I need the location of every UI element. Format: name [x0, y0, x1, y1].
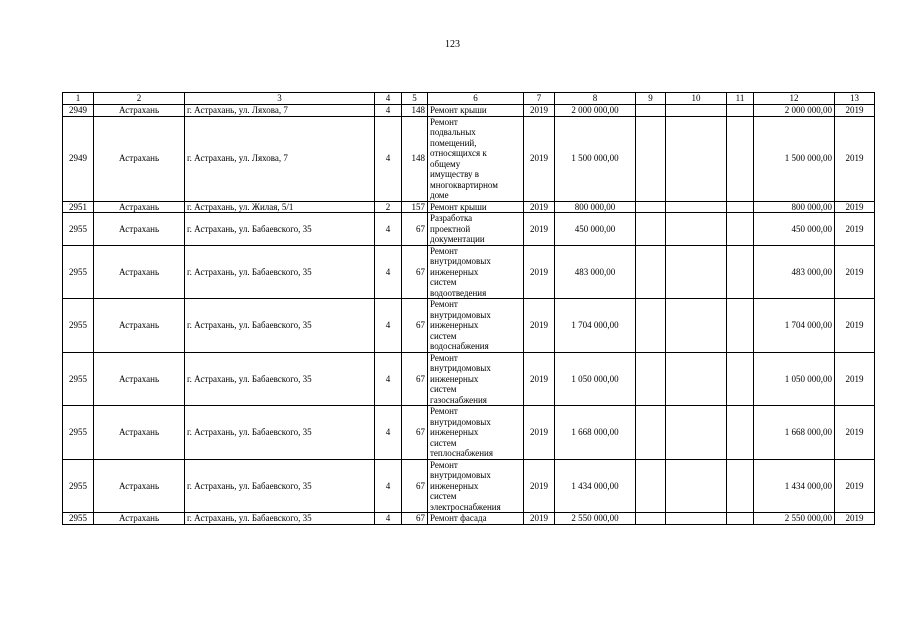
column-5-cell: 67 [402, 245, 428, 299]
row-number-cell: 2949 [63, 116, 94, 201]
work-type-cell [428, 105, 524, 117]
table-row [63, 201, 875, 213]
address-cell: г. Астрахань, ул. Жилая, 5/1 [185, 201, 375, 213]
column-4-cell: 4 [375, 105, 402, 117]
address-cell: г. Астрахань, ул. Бабаевского, 35 [185, 513, 375, 525]
year-cell: 2019 [524, 201, 555, 213]
column-header: 7 [524, 93, 555, 105]
work-type-line: имуществу в [430, 169, 480, 179]
completion-year-cell: 2019 [835, 201, 875, 213]
total-amount-cell: 2 550 000,00 [754, 513, 835, 525]
work-type-line: Ремонт крыши [430, 105, 487, 115]
column-10-cell [666, 459, 727, 513]
column-5-cell: 148 [402, 116, 428, 201]
column-10-cell [666, 245, 727, 299]
completion-year-cell: 2019 [835, 105, 875, 117]
column-11-cell [727, 105, 754, 117]
address-cell: г. Астрахань, ул. Бабаевского, 35 [185, 352, 375, 406]
work-type-line: теплоснабжения [430, 448, 493, 458]
work-type-line: доме [430, 190, 449, 200]
year-cell: 2019 [524, 245, 555, 299]
row-number-cell: 2955 [63, 513, 94, 525]
column-10-cell [666, 213, 727, 246]
work-type-line: водоснабжения [430, 341, 489, 351]
column-header: 3 [185, 93, 375, 105]
work-type-line: Ремонт [430, 299, 458, 309]
column-10-cell [666, 513, 727, 525]
total-amount-cell: 450 000,00 [754, 213, 835, 246]
column-4-cell: 2 [375, 201, 402, 213]
column-5-cell: 67 [402, 213, 428, 246]
column-5-cell: 67 [402, 406, 428, 460]
work-type-cell [428, 513, 524, 525]
column-11-cell [727, 245, 754, 299]
year-cell: 2019 [524, 406, 555, 460]
city-cell: Астрахань [94, 213, 185, 246]
work-type-cell [428, 116, 524, 201]
city-cell: Астрахань [94, 201, 185, 213]
work-type-line: систем [430, 330, 457, 341]
work-type-line: систем [430, 384, 457, 394]
row-number-cell: 2955 [63, 459, 94, 513]
column-header: 5 [402, 93, 428, 105]
work-type-line: Ремонт [430, 459, 458, 470]
column-header: 1 [63, 93, 94, 105]
year-cell: 2019 [524, 105, 555, 117]
table-row [63, 352, 875, 406]
work-type-line: газоснабжения [430, 394, 487, 405]
completion-year-cell: 2019 [835, 213, 875, 246]
work-type-line: систем [430, 437, 457, 448]
work-type-cell [428, 459, 524, 513]
row-number-cell: 2955 [63, 299, 94, 353]
column-11-cell [727, 352, 754, 406]
column-9-cell [636, 406, 666, 460]
column-9-cell [636, 299, 666, 353]
column-4-cell: 4 [375, 352, 402, 406]
column-header: 10 [666, 93, 727, 105]
table-row [63, 116, 875, 201]
work-type-line: Ремонт крыши [430, 201, 487, 212]
column-5-cell: 67 [402, 299, 428, 353]
amount-cell: 1 704 000,00 [555, 299, 636, 353]
work-type-line: внутридомовых [430, 416, 491, 427]
page-number: 123 [445, 39, 460, 50]
year-cell: 2019 [524, 213, 555, 246]
column-10-cell [666, 406, 727, 460]
completion-year-cell: 2019 [835, 245, 875, 299]
table-row [63, 513, 875, 525]
work-type-line: внутридомовых [430, 363, 491, 373]
column-4-cell: 4 [375, 116, 402, 201]
address-cell: г. Астрахань, ул. Бабаевского, 35 [185, 459, 375, 513]
total-amount-cell: 1 704 000,00 [754, 299, 835, 353]
work-type-line: Ремонт [430, 245, 458, 256]
address-cell: г. Астрахань, ул. Бабаевского, 35 [185, 406, 375, 460]
amount-cell: 483 000,00 [555, 245, 636, 299]
total-amount-cell: 1 668 000,00 [754, 406, 835, 460]
column-5-cell: 148 [402, 105, 428, 117]
work-type-line: Ремонт фасада [430, 513, 487, 523]
column-header: 9 [636, 93, 666, 105]
total-amount-cell: 1 500 000,00 [754, 116, 835, 201]
amount-cell: 1 050 000,00 [555, 352, 636, 406]
column-10-cell [666, 352, 727, 406]
city-cell: Астрахань [94, 299, 185, 353]
work-type-line: инженерных [430, 480, 479, 491]
row-number-cell: 2949 [63, 105, 94, 117]
column-4-cell: 4 [375, 406, 402, 460]
column-11-cell [727, 459, 754, 513]
work-type-line: документации [430, 234, 485, 244]
column-11-cell [727, 201, 754, 213]
column-4-cell: 4 [375, 213, 402, 246]
column-9-cell [636, 201, 666, 213]
row-number-cell: 2955 [63, 213, 94, 246]
year-cell: 2019 [524, 116, 555, 201]
work-type-line: систем [430, 491, 457, 501]
year-cell: 2019 [524, 299, 555, 353]
work-type-line: электроснабжения [430, 501, 501, 512]
column-11-cell [727, 513, 754, 525]
address-cell: г. Астрахань, ул. Ляхова, 7 [185, 105, 375, 117]
column-11-cell [727, 406, 754, 460]
total-amount-cell: 2 000 000,00 [754, 105, 835, 117]
table-row [63, 245, 875, 299]
completion-year-cell: 2019 [835, 459, 875, 513]
city-cell: Астрахань [94, 105, 185, 117]
address-cell: г. Астрахань, ул. Ляхова, 7 [185, 116, 375, 201]
work-type-cell [428, 213, 524, 246]
total-amount-cell: 483 000,00 [754, 245, 835, 299]
work-type-line: подвальных [430, 127, 476, 137]
work-type-cell [428, 299, 524, 353]
capital-repair-table [62, 92, 875, 525]
year-cell: 2019 [524, 352, 555, 406]
column-header: 11 [727, 93, 754, 105]
work-type-line: инженерных [430, 266, 479, 277]
column-10-cell [666, 299, 727, 353]
column-10-cell [666, 116, 727, 201]
column-9-cell [636, 213, 666, 246]
column-5-cell: 67 [402, 352, 428, 406]
work-type-line: внутридомовых [430, 470, 491, 480]
work-type-line: систем [430, 277, 457, 287]
column-5-cell: 157 [402, 201, 428, 213]
row-number-cell: 2955 [63, 406, 94, 460]
work-type-line: инженерных [430, 427, 479, 437]
city-cell: Астрахань [94, 459, 185, 513]
work-type-line: внутридомовых [430, 256, 491, 266]
work-type-line: помещений, [430, 137, 477, 148]
work-type-cell [428, 352, 524, 406]
column-4-cell: 4 [375, 459, 402, 513]
column-header: 4 [375, 93, 402, 105]
work-type-line: многоквартирном [430, 179, 498, 190]
address-cell: г. Астрахань, ул. Бабаевского, 35 [185, 213, 375, 246]
table-row [63, 105, 875, 117]
city-cell: Астрахань [94, 116, 185, 201]
column-number-row [63, 93, 875, 105]
completion-year-cell: 2019 [835, 406, 875, 460]
completion-year-cell: 2019 [835, 352, 875, 406]
column-4-cell: 4 [375, 299, 402, 353]
completion-year-cell: 2019 [835, 513, 875, 525]
column-11-cell [727, 116, 754, 201]
work-type-cell [428, 245, 524, 299]
work-type-line: инженерных [430, 373, 479, 384]
column-header: 8 [555, 93, 636, 105]
table-row [63, 213, 875, 246]
work-type-line: Ремонт [430, 352, 458, 363]
column-10-cell [666, 201, 727, 213]
work-type-line: Разработка [430, 213, 473, 223]
column-9-cell [636, 459, 666, 513]
total-amount-cell: 800 000,00 [754, 201, 835, 213]
city-cell: Астрахань [94, 513, 185, 525]
city-cell: Астрахань [94, 245, 185, 299]
amount-cell: 1 500 000,00 [555, 116, 636, 201]
amount-cell: 2 550 000,00 [555, 513, 636, 525]
column-11-cell [727, 299, 754, 353]
city-cell: Астрахань [94, 406, 185, 460]
column-header: 6 [428, 93, 524, 105]
work-type-line: инженерных [430, 320, 479, 330]
column-9-cell [636, 513, 666, 525]
table-row [63, 406, 875, 460]
table-row [63, 299, 875, 353]
table-row [63, 459, 875, 513]
year-cell: 2019 [524, 513, 555, 525]
city-cell: Астрахань [94, 352, 185, 406]
work-type-line: Ремонт [430, 406, 458, 416]
completion-year-cell: 2019 [835, 116, 875, 201]
address-cell: г. Астрахань, ул. Бабаевского, 35 [185, 299, 375, 353]
row-number-cell: 2955 [63, 245, 94, 299]
column-9-cell [636, 245, 666, 299]
total-amount-cell: 1 050 000,00 [754, 352, 835, 406]
work-type-line: внутридомовых [430, 309, 491, 320]
row-number-cell: 2951 [63, 201, 94, 213]
column-header: 12 [754, 93, 835, 105]
work-type-line: Ремонт [430, 116, 458, 127]
address-cell: г. Астрахань, ул. Бабаевского, 35 [185, 245, 375, 299]
column-9-cell [636, 116, 666, 201]
work-type-line: проектной [430, 223, 471, 234]
column-header: 2 [94, 93, 185, 105]
column-10-cell [666, 105, 727, 117]
amount-cell: 2 000 000,00 [555, 105, 636, 117]
year-cell: 2019 [524, 459, 555, 513]
work-type-cell [428, 406, 524, 460]
column-4-cell: 4 [375, 513, 402, 525]
column-5-cell: 67 [402, 459, 428, 513]
amount-cell: 800 000,00 [555, 201, 636, 213]
column-5-cell: 67 [402, 513, 428, 525]
work-type-line: общему [430, 158, 461, 169]
total-amount-cell: 1 434 000,00 [754, 459, 835, 513]
amount-cell: 1 668 000,00 [555, 406, 636, 460]
row-number-cell: 2955 [63, 352, 94, 406]
work-type-cell [428, 201, 524, 213]
amount-cell: 1 434 000,00 [555, 459, 636, 513]
column-11-cell [727, 213, 754, 246]
column-9-cell [636, 352, 666, 406]
column-header: 13 [835, 93, 875, 105]
work-type-line: водоотведения [430, 287, 487, 298]
completion-year-cell: 2019 [835, 299, 875, 353]
column-4-cell: 4 [375, 245, 402, 299]
work-type-line: относящихся к [430, 148, 487, 158]
amount-cell: 450 000,00 [555, 213, 636, 246]
column-9-cell [636, 105, 666, 117]
